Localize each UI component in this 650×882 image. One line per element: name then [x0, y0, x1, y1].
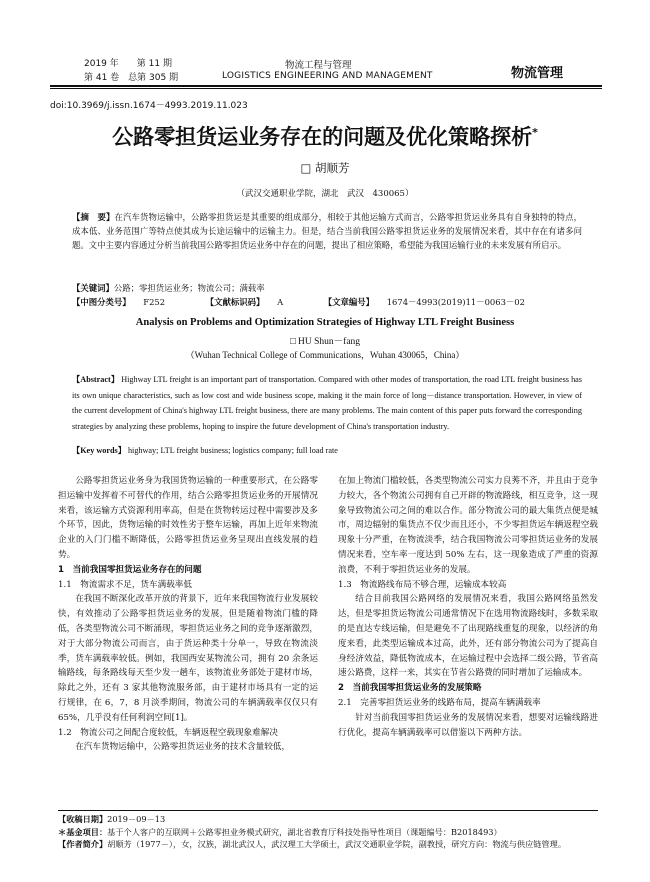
journal-name-en: LOGISTICS ENGINEERING AND MANAGEMENT	[222, 71, 433, 81]
body-paragraph: 在汽车货物运输中，公路零担货运业务的技术含量较低，	[75, 742, 291, 753]
footnote	[58, 838, 598, 851]
keywords-cn-text: 公路；零担货运业务；物流公司；满载率	[113, 283, 265, 293]
body-paragraph: 针对当前我国零担货运业务的发展情况来看，想要对运输线路进行优化，提高车辆满载率可以借鉴以下两种方法。	[338, 712, 598, 738]
footnote	[58, 826, 598, 839]
section-heading: 2 当前我国零担货运业务的发展策略	[338, 683, 482, 694]
body-column-right	[338, 474, 598, 740]
clc-label: 【中图分类号】	[72, 297, 131, 307]
doc-code-label: 【文献标识码】	[205, 297, 265, 307]
clc-value: F252	[143, 297, 166, 307]
header-year-issue: 2019 年 第 11 期	[84, 59, 172, 69]
footnote-text: 2019－09－13	[107, 814, 166, 824]
footnote-text: 胡顺芳（1977－），女，汉族，湖北武汉人，武汉理工大学硕士，武汉交通职业学院，副教授，研究方向：物流与供应链管理。	[107, 839, 567, 849]
body-column-left	[58, 474, 318, 755]
keywords-cn-label: 【关键词】	[72, 283, 114, 293]
keywords-en-text: highway; LTL freight business; logistics company; full load rate	[125, 446, 338, 455]
title-cn-wrap	[60, 116, 590, 154]
footnote-text: 基于个人客户的互联网＋公路零担业务模式研究，湖北省教育厅科技处指导性项目（课题编号：B2018493）	[107, 826, 502, 837]
keywords-en	[72, 445, 582, 456]
body-paragraph: 在加上物流门槛较低，各类型物流公司实力良莠不齐，并且由于竞争力较大，各个物流公司拥有自己开辟的物流路线，相互竞争，这一现象导致物流公司之间的难以合作。部分物流公司的最大集货点便是城市，周边辐射的集货点不仅少而且还小，不少零担货运车辆返程空载现象十分严重，在物流淡季，结合我国物流公司零担货运业务的发展情况来看，空车率一度达到 50% 左右，这一现象造成了严重的资源浪费，不利于零担货运业务的发展。	[338, 476, 598, 575]
article-no-label: 【文章编号】	[323, 297, 375, 307]
keywords-en-label: 【Key words】	[72, 446, 126, 455]
abstract-cn	[72, 210, 582, 253]
header-volume: 第 41 卷 总第 305 期	[84, 73, 179, 83]
body-paragraph: 在我国不断深化改革开放的背景下，近年来我国物流行业发展较快，有效推动了公路零担货运业务的发展，但是随着物流门槛的降低，各类型物流公司不断涌现，零担货运业务之间的竞争逐渐激烈，对于大部分物流公司而言，由于货运种类十分单一，导致在物流淡季，货车满载率较低。例如，我国西安某物流公司，拥有 20 余条运输路线，每条路线每天至少发一趟车，该物流业务部处于建材市场，除此之外，还有 3 家其他物流服务部，由于建材市场具有一定的运行规律，在 6，7，8 月淡季期间，物流公司的车辆满载率仅仅只有 65%，几乎没有任何利润空间[1]。	[58, 594, 318, 723]
subsection-heading: 1.3 物流路线布局不够合理，运输成本较高	[338, 579, 507, 590]
footnote-label: 【收稿日期】	[58, 814, 108, 824]
abstract-en	[72, 372, 582, 434]
section-heading: 1 当前我国零担货运业务存在的问题	[58, 564, 202, 575]
keywords-cn	[72, 281, 582, 295]
subsection-heading: 1.1 物流需求不足，货车满载率低	[58, 579, 192, 590]
abstract-en-label: 【Abstract】	[72, 375, 120, 384]
doi: doi:10.3969/j.issn.1674－4993.2019.11.023	[50, 101, 248, 111]
abstract-cn-text: 在汽车货物运输中，公路零担货运是其重要的组成部分，相较于其他运输方式而言，公路零担货运业务具有自身独特的特点，成本低、业务范围广等特点使其成为长途运输中的运输主力。但是，结合当前我国公路零担货运业务的发展情况来看，其中存在有诸多问题。文中主要内容通过分析当前我国公路零担货运业务中存在的问题，提出了相应策略，希望能为我国运输行业的未来发展有所启示。	[72, 212, 583, 251]
title-en: Analysis on Problems and Optimization Strategies of Highway LTL Freight Business	[135, 317, 515, 328]
journal-name-cn: 物流工程与管理	[285, 60, 352, 71]
footnote-label: ＊基金项目：	[58, 826, 108, 837]
footnotes	[58, 813, 598, 851]
body-paragraph: 公路零担货运业务身为我国货物运输的一种重要形式，在公路零担运输中发挥着不可替代的作用，结合公路零担货运业务的开展情况来看，该运输方式资源利用率高，但是在货物转运过程中需要涉及多个环节，因此，货物运输的时效性劣于整车运输，再加上近年来物流企业的入门门槛不断降低，公路零担货运业务呈现出直线发展的趋势。	[58, 476, 318, 560]
header-rule-thick	[50, 85, 602, 87]
footnote	[58, 813, 598, 826]
footnote-rule	[58, 810, 598, 811]
affiliation-cn: （武汉交通职业学院，湖北 武汉 430065）	[236, 189, 414, 199]
subsection-heading: 1.2 物流公司之间配合度较低，车辆返程空载现象难解决	[58, 727, 278, 738]
classification-line	[72, 295, 582, 309]
column-name: 物流管理	[511, 66, 564, 81]
author-en: □ HU Shun－fang	[289, 337, 361, 347]
body-paragraph: 结合目前我国公路网络的发展情况来看，我国公路网络虽然发达，但是零担货运物流公司通常情况下在选用物流路线时，多数采取的是直达专线运输，但是避免不了出现路线重复的现象，以经济的角度来看，此类型运输成本过高，此外，还有部分物流公司为了提高自身经济效益，降低物流成本，在运输过程中会选择二级公路，节省高速公路费，这样一来，其实在节省公路费的同时增加了运输成本。	[338, 594, 598, 679]
article-no-value: 1674－4993(2019)11－0063－02	[386, 297, 525, 307]
subsection-heading: 2.1 完善零担货运业务的线路布局，提高车辆满载率	[338, 697, 541, 708]
title-footnote-mark: *	[532, 126, 538, 139]
abstract-cn-label: 【摘 要】	[72, 212, 115, 222]
header-rule-thin	[50, 88, 602, 89]
abstract-en-text: Highway LTL freight is an important part of transportation. Compared with other modes of transportation, the road LTL freight business has its own unique characteristics, such as low cost and wide business scope, making it the main force of long－distance transportation. However, in view of the current development of China's highway LTL freight business, there are many problems. The main content of this paper puts forward the corresponding strategies by analyzing these problems, hoping to inspire the future development of China's transportation industry.	[72, 375, 582, 431]
footnote-label: 【作者简介】	[58, 839, 108, 849]
doc-code-value: A	[277, 297, 284, 307]
title-cn: 公路零担货运业务存在的问题及优化策略探析	[112, 125, 533, 149]
author-cn: □ 胡顺芳	[300, 161, 350, 175]
affiliation-en: （Wuhan Technical College of Communications，Wuhan 430065，China）	[185, 350, 465, 360]
